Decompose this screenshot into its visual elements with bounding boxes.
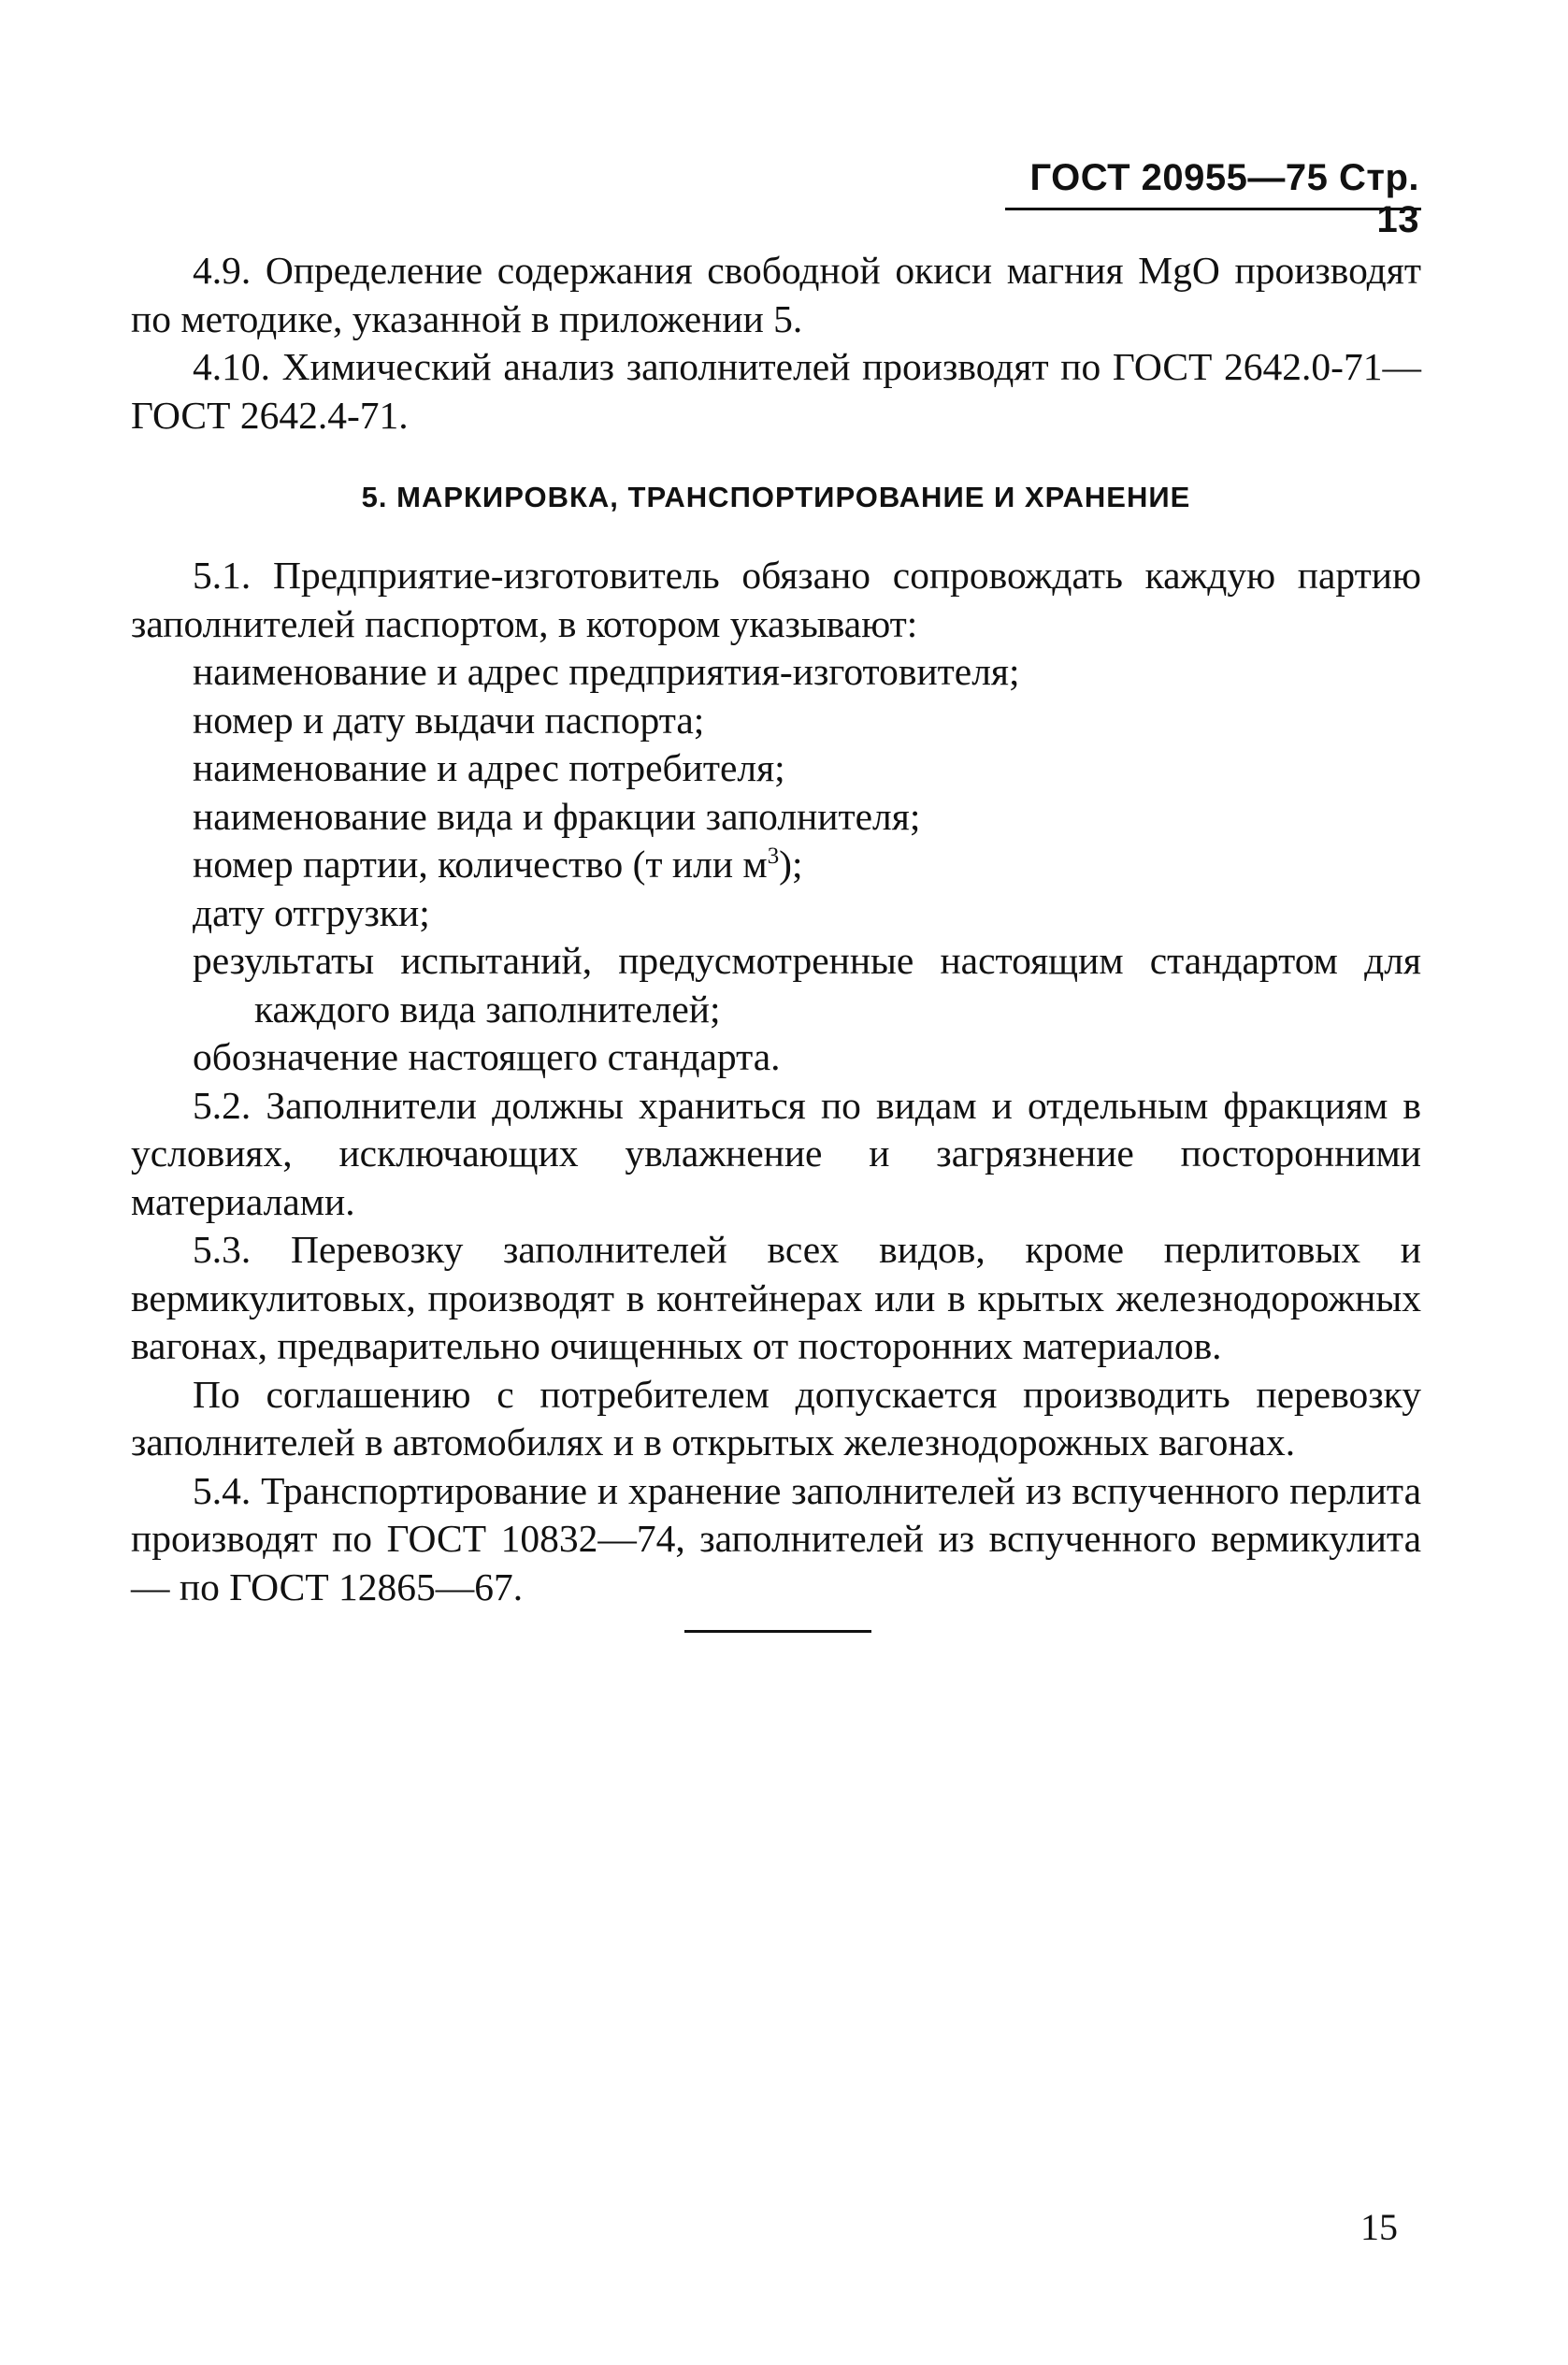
running-header: ГОСТ 20955—75 Стр. 13: [1029, 157, 1419, 240]
paragraph-5-1: 5.1. Предприятие-изготовитель обязано сопровождать каждую партию заполнителей паспортом, в котором указывают:: [131, 554, 1421, 645]
paragraph-5-3: 5.3. Перевозку заполнителей всех видов, кроме перлитовых и вермикулитовых, производят в контейнерах или в крытых железнодорожных вагонах, предварительно очищенных от посторонних материалов.: [131, 1228, 1421, 1367]
paragraph-5-4: 5.4. Транспортирование и хранение заполнителей из вспученного перлита производят по ГОСТ 10832—74, заполнителей из вспученного вермикулита — по ГОСТ 12865—67.: [131, 1468, 1421, 1608]
end-rule: [684, 1630, 871, 1633]
list-item-tail: );: [779, 843, 803, 886]
paragraph-5-2: 5.2. Заполнители должны храниться по видам и отдельным фракциям в условиях, исключающих увлажнение и загрязнение посторонними материалами.: [131, 1083, 1421, 1223]
list-item: номер и дату выдачи паспорта;: [193, 698, 705, 742]
page-number: 15: [1360, 2206, 1398, 2248]
superscript: 3: [767, 844, 780, 870]
list-item: [131, 841, 1421, 889]
list-item: наименование и адрес потребителя;: [193, 746, 785, 789]
paragraph-4-10: 4.10. Химический анализ заполнителей производят по ГОСТ 2642.0-71—ГОСТ 2642.4-71.: [131, 345, 1421, 437]
list-item: наименование и адрес предприятия-изготовителя;: [193, 650, 1020, 693]
list-item-text: номер партии, количество (т или м: [193, 843, 768, 886]
paragraph-4-9: 4.9. Определение содержания свободной окиси магния MgO производят по методике, указанной в приложении 5.: [131, 249, 1421, 340]
header-rule: [1005, 208, 1421, 210]
list-item: обозначение настоящего стандарта.: [193, 1035, 781, 1078]
paragraph-5-3-agreement: По соглашению с потребителем допускается производить перевозку заполнителей в автомобилях и в открытых железнодорожных вагонах.: [131, 1372, 1421, 1464]
list-item: наименование вида и фракции заполнителя;: [193, 794, 921, 838]
section-title: 5. МАРКИРОВКА, ТРАНСПОРТИРОВАНИЕ И ХРАНЕНИЕ: [361, 481, 1191, 513]
list-item: дату отгрузки;: [193, 890, 430, 934]
body-text: [131, 247, 1421, 1611]
list-item: результаты испытаний, предусмотренные настоящим стандартом для каждого вида заполнителей;: [193, 939, 1421, 1031]
